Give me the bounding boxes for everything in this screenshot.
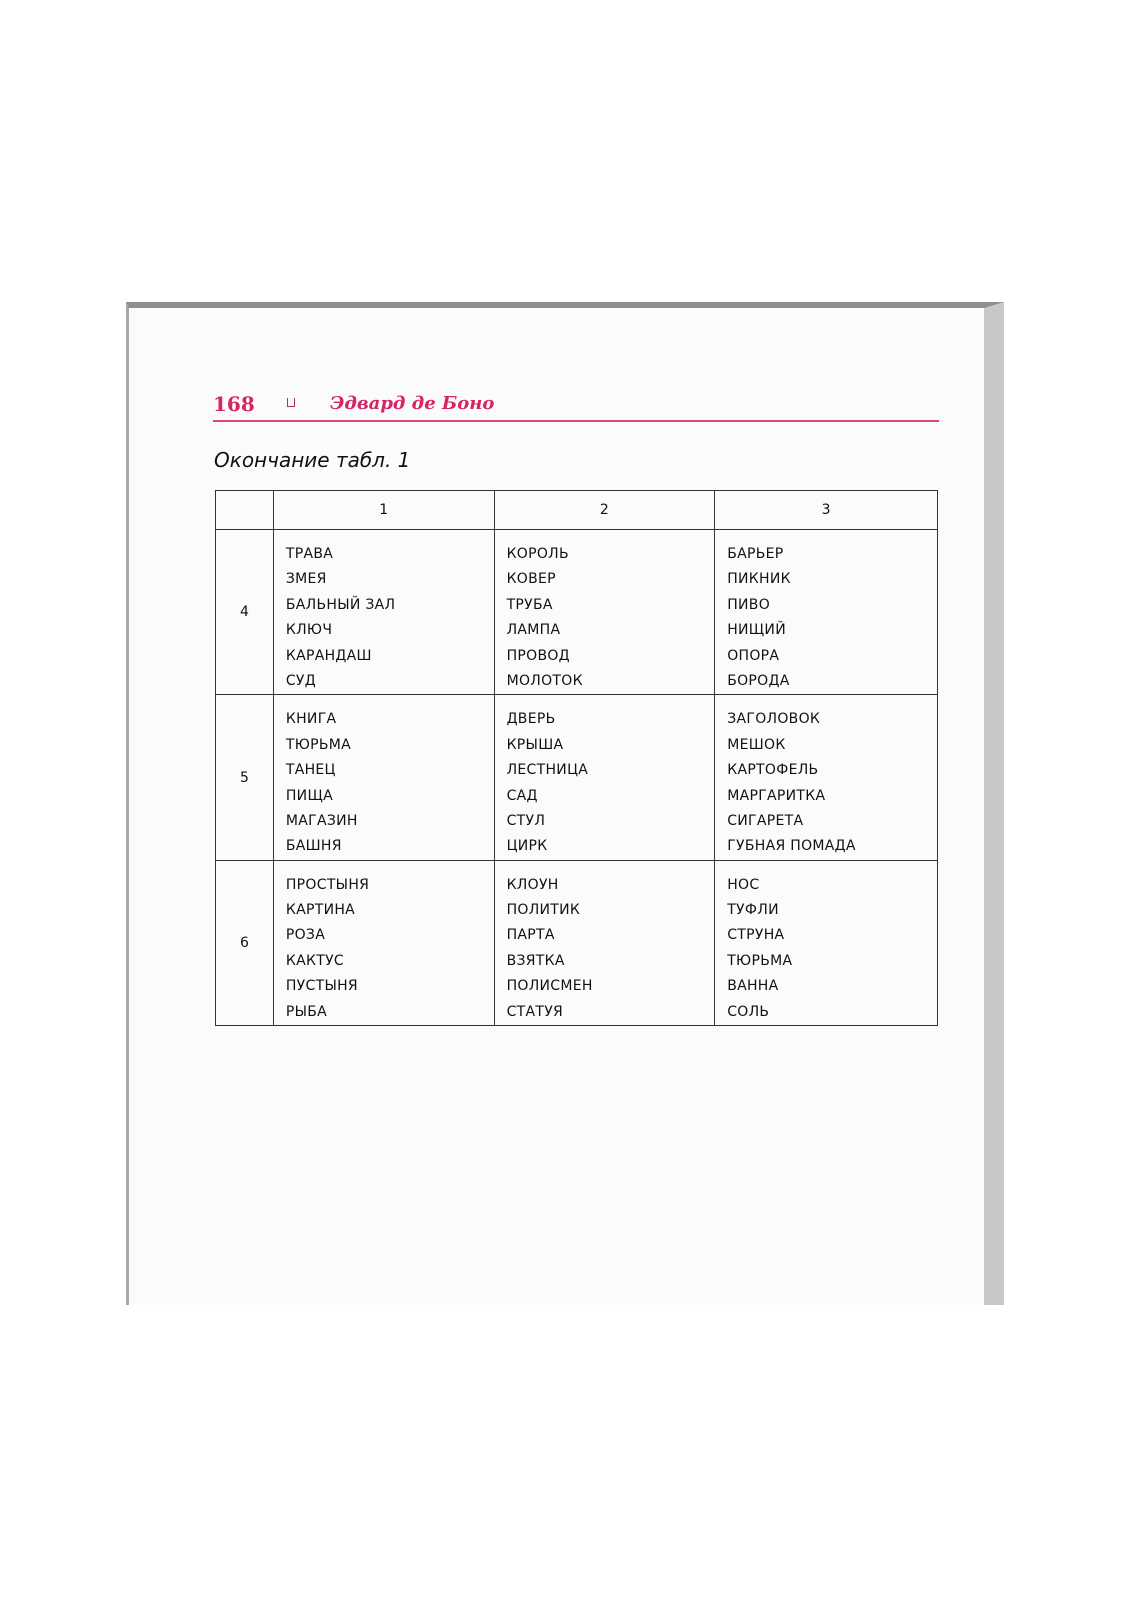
word-item: БАЛЬНЫЙ ЗАЛ [285,596,396,613]
row-number: 4 [216,530,274,695]
header-cell-2: 2 [494,491,715,530]
word-table [215,490,938,1026]
word-item: КОВЕР [506,571,556,588]
table-body [216,530,938,1026]
table-row [216,695,938,860]
running-header [213,390,939,422]
word-item: БАРЬЕР [727,546,784,562]
word-item: КАРТОФЕЛЬ [727,762,819,779]
page-number: 168 [213,392,255,416]
word-item: ПУСТЫНЯ [285,978,358,995]
word-item: ГУБНАЯ ПОМАДА [727,838,856,855]
word-item: ТУФЛИ [727,902,779,919]
word-item: БОРОДА [727,672,790,689]
word-item: МЕШОК [727,736,786,753]
word-cell [494,695,715,860]
header-square-icon [287,398,295,407]
author-name: Эдвард де Боно [330,393,495,414]
word-item: РЫБА [285,1003,328,1020]
word-item: СОЛЬ [727,1003,770,1020]
word-item: НОС [727,876,760,893]
word-item: СИГАРЕТА [727,812,804,829]
word-cell [715,530,938,695]
word-item: ПАРТА [506,927,555,944]
word-item: КНИГА [285,711,337,728]
word-item: КАРАНДАШ [285,647,372,664]
word-item: ТЮРЬМА [285,736,352,753]
word-item: ЗАГОЛОВОК [727,711,821,728]
word-item: ТРУБА [506,596,553,613]
row-number: 6 [216,860,274,1025]
table-header-row [216,491,938,530]
word-item: ТРАВА [285,546,334,562]
word-item: ЦИРК [506,838,548,855]
word-item: ПРОВОД [506,647,570,664]
word-item: ЗМЕЯ [285,571,327,588]
table-row [216,530,938,695]
word-item: РОЗА [285,927,326,944]
word-item: ОПОРА [727,647,780,664]
table-caption: Окончание табл. 1 [214,448,411,472]
word-cell [715,860,938,1025]
word-item: ЛЕСТНИЦА [506,762,589,779]
word-item: ДВЕРЬ [506,711,556,728]
word-item: МАРГАРИТКА [727,787,826,804]
word-cell [273,530,494,695]
word-cell [494,860,715,1025]
word-item: МАГАЗИН [285,812,358,829]
word-item: КАКТУС [285,952,344,969]
word-cell [273,860,494,1025]
word-item: БАШНЯ [285,838,342,855]
word-item: СУД [285,672,317,689]
word-item: КЛОУН [506,876,559,893]
word-item: ПРОСТЫНЯ [285,876,370,893]
header-cell-1: 1 [273,491,494,530]
table-row [216,860,938,1025]
header-cell-blank [216,491,274,530]
word-item: КАРТИНА [285,902,356,919]
word-item: КОРОЛЬ [506,546,569,562]
word-item: МОЛОТОК [506,672,583,689]
word-item: ПОЛИТИК [506,902,581,919]
word-item: ВАННА [727,978,779,995]
word-item: НИЩИЙ [727,622,786,639]
word-item: ТЮРЬМА [727,952,793,969]
word-item: ПИЩА [285,787,333,804]
word-item: ПОЛИСМЕН [506,978,593,995]
word-cell [273,695,494,860]
word-item: ЛАМПА [506,622,561,639]
row-number: 5 [216,695,274,860]
word-item: СТУЛ [506,812,546,829]
word-cell [715,695,938,860]
word-item: ТАНЕЦ [285,762,336,779]
word-item: КРЫША [506,736,564,753]
word-cell [494,530,715,695]
word-item: КЛЮЧ [285,622,333,639]
word-item: ВЗЯТКА [506,952,565,969]
word-item: САД [506,787,538,804]
header-cell-3: 3 [715,491,938,530]
word-item: СТАТУЯ [506,1003,564,1020]
word-item: ПИКНИК [727,571,791,588]
word-item: ПИВО [727,596,771,613]
word-item: СТРУНА [727,927,785,944]
